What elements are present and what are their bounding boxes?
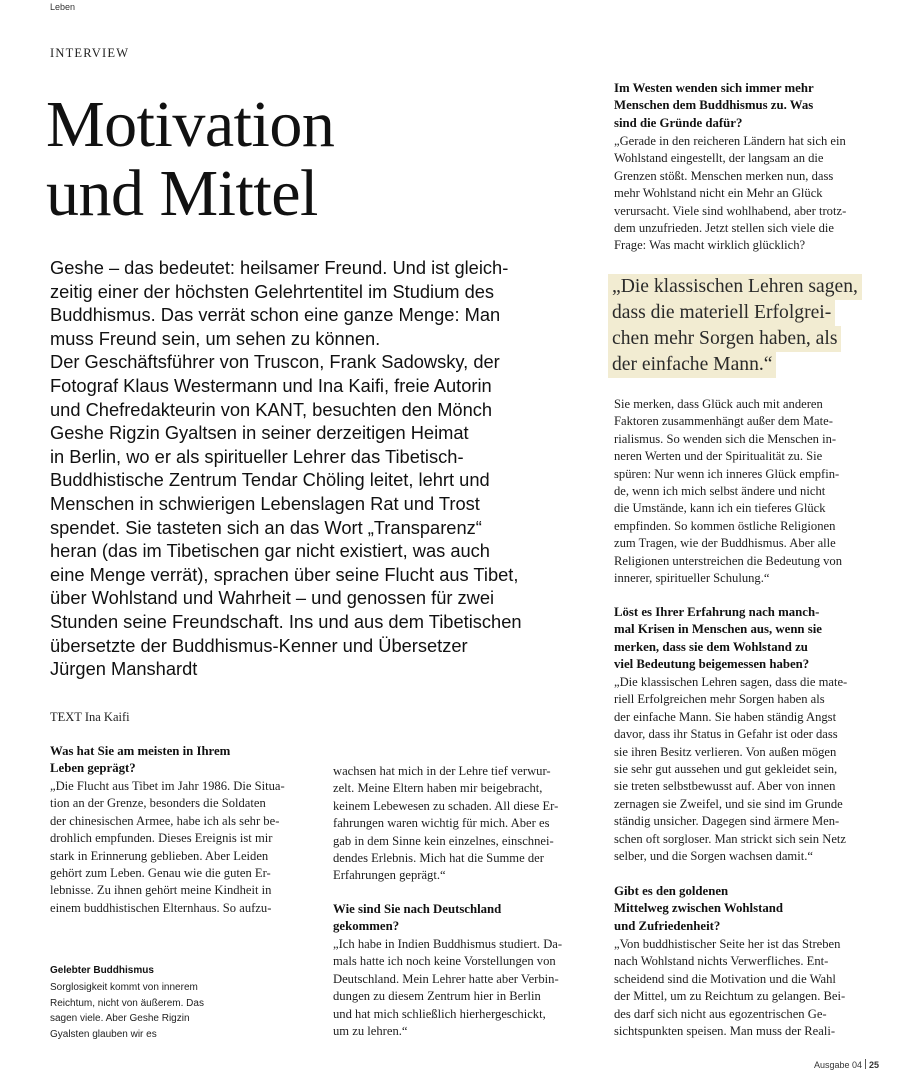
lead-line: Geshe – das bedeutet: heilsamer Freund. Und ist gleich- — [50, 257, 509, 278]
lead-line: Geshe Rigzin Gyaltsen in seiner derzeitigen Heimat — [50, 422, 469, 444]
lead-line: Stunden seine Freundschaft. Ins und aus dem Tibetischen — [50, 611, 522, 632]
question-heading: sind die Gründe dafür? — [614, 115, 743, 130]
answer-line: tion an der Grenze, besonders die Soldaten — [50, 796, 266, 811]
answer-line: des darf sich nicht aus egozentrischen Ge- — [614, 1006, 827, 1021]
answer-line: „Gerade in den reicheren Ländern hat sich ein — [614, 134, 846, 148]
answer-line: spüren: Nur wenn ich inneres Glück empfin- — [614, 466, 840, 481]
answer-line: zelt. Meine Eltern haben mir beigebracht, — [333, 781, 543, 796]
answer-line: „Die Flucht aus Tibet im Jahr 1986. Die Situa- — [50, 779, 285, 793]
answer-line: Grenzen stößt. Menschen merken nun, dass — [614, 168, 834, 183]
question-heading: viel Bedeutung beigemessen haben? — [614, 657, 810, 672]
answer-line: sie treten selbstbewusst auf. Aber von innen — [614, 779, 836, 794]
byline: TEXT Ina Kaifi — [50, 710, 130, 724]
answer-line: die Umstände, kann ich ein tieferes Glück — [614, 501, 826, 516]
question-heading: Wie sind Sie nach Deutschland — [333, 902, 502, 916]
question-heading: gekommen? — [333, 919, 400, 934]
answer-line: Frage: Was macht wirklich glücklich? — [614, 238, 806, 253]
footer-divider — [865, 1059, 866, 1069]
answer-line: zum Tragen, wie der Buddhismus. Aber alle — [614, 536, 836, 551]
kicker: INTERVIEW — [50, 46, 130, 60]
answer-line: einem buddhistischen Elternhaus. So aufzu- — [50, 900, 272, 915]
answer-line: empfinden. So kommen östliche Religionen — [614, 518, 836, 533]
lead-line: in Berlin, wo er als spiritueller Lehrer das Tibetisch- — [50, 445, 464, 467]
answer-line: mals hatte ich noch keine Vorstellungen von — [333, 954, 556, 969]
lead-line: Jürgen Manshardt — [50, 658, 198, 680]
answer-line: de, wenn ich mich selbst ändere und nicht — [614, 484, 826, 498]
pull-quote-line: dass die materiell Erfolgrei- — [608, 300, 835, 326]
question-heading: Menschen dem Buddhismus zu. Was — [614, 98, 814, 113]
page-title-line-1: Motivation — [46, 88, 335, 161]
answer-line: mehr Wohlstand nicht ein Mehr an Glück — [614, 186, 823, 201]
page-title-line-2: und Mittel — [46, 157, 318, 230]
answer-line: Faktoren zusammenhängt außer dem Mate- — [614, 414, 833, 429]
answer-line: der chinesischen Armee, habe ich als sehr be- — [50, 813, 280, 828]
answer-line: dem unzufrieden. Jetzt stellen sich viele die — [614, 221, 834, 235]
caption-line: Gyalsten glauben wir es — [50, 1028, 157, 1040]
answer-line: Sie merken, dass Glück auch mit anderen — [614, 397, 823, 411]
caption-title: Gelebter Buddhismus — [50, 965, 154, 976]
answer-line: sie ihren Besitz verlieren. Von außen mögen — [614, 744, 837, 759]
caption-line: sagen viele. Aber Geshe Rigzin — [50, 1013, 190, 1024]
question-heading: Mittelweg zwischen Wohlstand — [614, 901, 783, 916]
answer-line: drohlich empfunden. Dieses Ereignis ist mir — [50, 831, 273, 846]
answer-line: der einfache Mann. Sie haben ständig Angst — [614, 709, 837, 724]
lead-line: Fotograf Klaus Westermann und Ina Kaifi, freie Autorin — [50, 375, 492, 396]
answer-line: dendes Erlebnis. Mich hat die Summe der — [333, 851, 544, 865]
answer-line: der Mittel, um zu Reichtum zu gelangen. Bei- — [614, 989, 846, 1004]
lead-line: spendet. Sie tasteten sich an das Wort „Transparenz“ — [50, 516, 482, 538]
answer-line: lebnisse. Zu ihnen gehört meine Kindheit in — [50, 883, 272, 898]
answer-line: zernagen sie Zweifel, und sie sind im Grunde — [614, 796, 843, 811]
answer-line: selber, und die Sorgen wachsen damit.“ — [614, 849, 813, 863]
lead-line: zeitig einer der höchsten Gelehrtentitel im Studium des — [50, 280, 495, 302]
answer-line: „Ich habe in Indien Buddhismus studiert. Da- — [333, 937, 563, 951]
lead-line: Buddhistische Zentrum Tendar Chöling leitet, lehrt und — [50, 469, 490, 491]
answer-line: riell Erfolgreichen mehr Sorgen haben als — [614, 692, 825, 707]
answer-line: Religionen unterstreichen die Bedeutung von — [614, 553, 843, 568]
question-heading: Was hat Sie am meisten in Ihrem — [50, 744, 231, 758]
lead-line: Der Geschäftsführer von Truscon, Frank Sadowsky, der — [50, 351, 500, 373]
question-heading: mal Krisen in Menschen aus, wenn sie — [614, 622, 822, 637]
pull-quote-line: der einfache Mann.“ — [608, 352, 776, 378]
lead-line: über Wohlstand und Wahrheit – und genossen für zwei — [50, 587, 495, 609]
question-heading: und Zufriedenheit? — [614, 918, 721, 933]
lead-line: und Chefredakteurin von KANT, besuchten den Mönch — [50, 398, 493, 420]
answer-line: innerer, spiritueller Schulung.“ — [614, 571, 770, 585]
answer-line: Erfahrungen geprägt.“ — [333, 868, 446, 883]
question-heading: Löst es Ihrer Erfahrung nach manch- — [614, 605, 820, 619]
answer-line: ständig unsicher. Dagegen sind ärmere Men- — [614, 814, 840, 829]
lead-line: muss Freund sein, um sehen zu können. — [50, 327, 381, 349]
caption-line: Reichtum, nicht von äußerem. Das — [50, 997, 204, 1009]
answer-line: gehört zum Leben. Genau wie die guten Er- — [50, 866, 271, 880]
page-footer — [814, 1059, 879, 1070]
caption-line: Sorglosigkeit kommt von innerem — [50, 982, 198, 993]
answer-line: keinem Lebewesen zu schaden. All diese Er- — [333, 798, 559, 813]
section-label: Leben — [50, 2, 76, 12]
answer-line: scheidend sind die Motivation und die Wahl — [614, 971, 836, 986]
answer-line: dungen zu diesem Zentrum hier in Berlin — [333, 989, 541, 1004]
answer-line: verursacht. Viele sind wohlhabend, aber trotz- — [614, 203, 847, 218]
answer-line: rialismus. So wenden sich die Menschen in- — [614, 431, 837, 446]
question-heading: Leben geprägt? — [50, 761, 136, 776]
lead-line: Menschen in schwierigen Lebenslagen Rat und Trost — [50, 493, 480, 514]
answer-line: schen oft sorgloser. Man strickt sich sein Netz — [614, 831, 847, 846]
answer-line: „Von buddhistischer Seite her ist das Streben — [614, 937, 841, 951]
answer-line: Wohlstand eingestellt, der langsam an die — [614, 151, 824, 166]
answer-line: um zu lehren.“ — [333, 1024, 408, 1038]
answer-line: Deutschland. Mein Lehrer hatte aber Verbin- — [333, 971, 559, 986]
question-heading: Gibt es den goldenen — [614, 884, 729, 898]
answer-line: stark in Erinnerung geblieben. Aber Leiden — [50, 848, 269, 863]
answer-line: sichtspunkten speisen. Man muss der Reali- — [614, 1024, 836, 1038]
answer-line: wachsen hat mich in der Lehre tief verwur- — [333, 764, 551, 778]
answer-line: fahrungen waren wichtig für mich. Aber es — [333, 816, 550, 831]
question-heading: merken, dass sie dem Wohlstand zu — [614, 639, 808, 654]
answer-line: „Die klassischen Lehren sagen, dass die mate- — [614, 675, 848, 689]
pull-quote-line: chen mehr Sorgen haben, als — [608, 326, 841, 352]
question-heading: Im Westen wenden sich immer mehr — [614, 81, 814, 95]
lead-line: heran (das im Tibetischen gar nicht existiert, was auch — [50, 540, 490, 562]
answer-line: nach Wohlstand nichts Verwerfliches. Ent- — [614, 954, 829, 969]
answer-line: davor, dass ihr Status in Gefahr ist oder dass — [614, 727, 838, 742]
answer-line: und hat mich schließlich hierhergeschickt, — [333, 1006, 546, 1021]
answer-line: gab in dem Sinne kein einzelnes, einschnei- — [333, 833, 554, 848]
lead-line: übersetzte der Buddhismus-Kenner und Übersetzer — [50, 634, 468, 656]
answer-line: sie sehr gut aussehen und gut gekleidet sein, — [614, 762, 838, 776]
issue-label: Ausgabe 04 — [814, 1060, 863, 1070]
page-number: 25 — [869, 1060, 880, 1070]
lead-line: Buddhismus. Das verrät schon eine ganze Menge: Man — [50, 304, 501, 326]
answer-line: neren Werten und der Spiritualität zu. Sie — [614, 449, 823, 464]
pull-quote-line: „Die klassischen Lehren sagen, — [608, 274, 862, 300]
lead-line: eine Menge verrät), sprachen über seine Flucht aus Tibet, — [50, 563, 519, 585]
